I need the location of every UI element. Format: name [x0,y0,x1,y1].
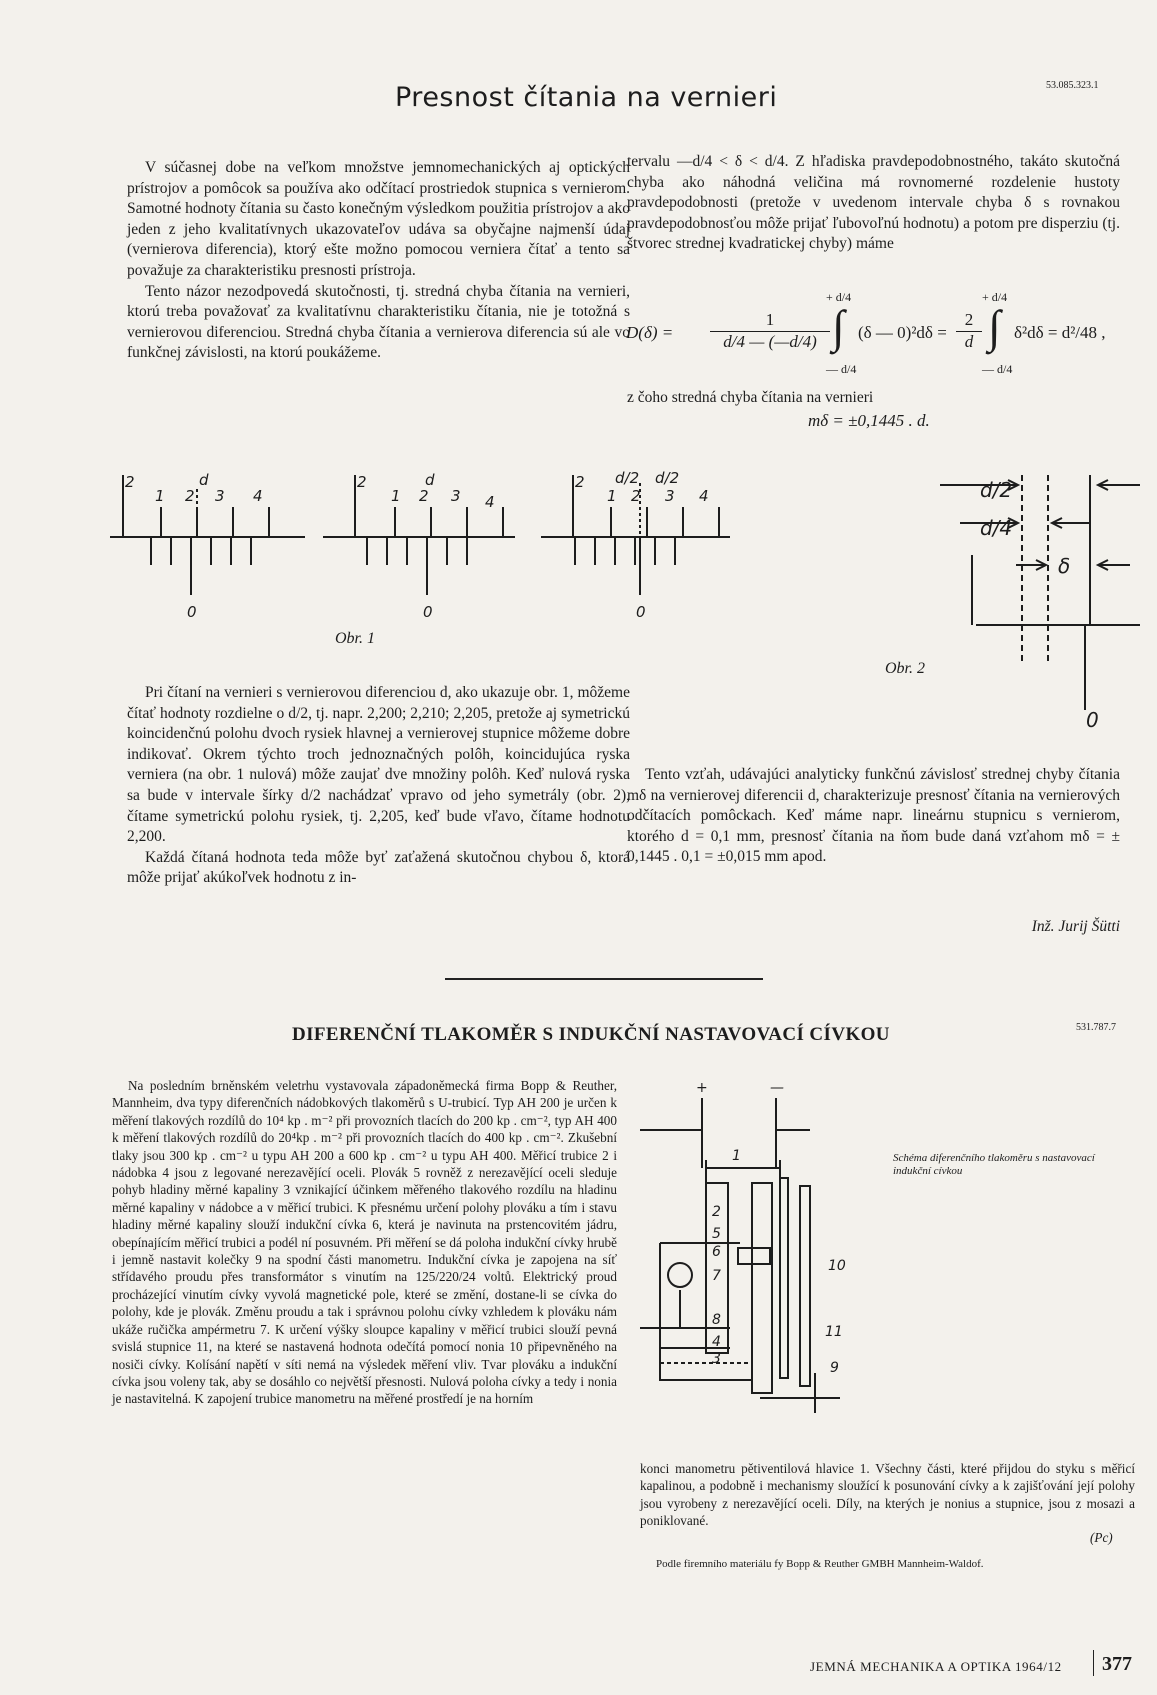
figure-1-caption: Obr. 1 [335,630,376,647]
frac-num: 2 [964,310,974,329]
paragraph: tervalu —d/4 < δ < d/4. Z hľadiska pravdepodobnostného, takáto skutočná chyba ako náhodná veličina má rovnomerné rozdelenie hustoty pravdepodobnosti (pretože v uvedenom intervale chyba δ s rovnakou pravdepodobnosťou môže prijať ľubovoľnú hodnotu) a potom pre disperziu (tj. štvorec strednej kvadratickej chyby) máme [627,153,1120,253]
article-2-body [112,1077,617,1408]
fig1-label: 2 [357,473,367,491]
article-body-right-bottom [627,765,1120,868]
journal-footer: JEMNÁ MECHANIKA A OPTIKA 1964/12 [810,1659,1062,1674]
fig1-label: 4 [485,493,495,511]
limit-upper: + d/4 [982,290,1008,304]
fig1-label: 3 [451,487,461,505]
schema-label: 10 [828,1258,846,1274]
paragraph: Tento názor nezodpovedá skutočnosti, tj. stredná chyba čítania na vernieri, ktorú treba považovať za kvalitatívnu charakteristiku čítania, nie je totožná s vernierovou diferenciou. Stredná chyba čítania a vernierova diferencia sú ale vo funkčnej závislosti, na ktorú poukážeme. [127,282,630,362]
integrand-2: δ²dδ = d²/48 , [1014,323,1106,342]
fig1-label: 2 [185,487,195,505]
article-author: Inž. Jurij Šütti [1031,918,1120,935]
frac-num: 1 [765,310,775,329]
schema-label: 5 [712,1226,721,1242]
fig1-d-label: d/2 [655,469,680,487]
fig1-label: 1 [391,487,401,505]
fig1-zero: 0 [187,603,197,621]
fig2-label-delta: δ [1058,554,1071,578]
article-body-left [127,158,630,364]
paragraph: Pri čítaní na vernieri s vernierovou diferenciou d, ako ukazuje obr. 1, môžeme čítať hodnoty rozdielne o d/2, tj. napr. 2,200; 2,210; 2,205, pretože aj symetrickú koincidenčnú polohu dvoch rysiek hlavnej a vernierovej stupnice môžeme dobre indikovať. Okrem týchto troch jednoznačných polôh, koincidujúca ryska verniera (na obr. 1 nulová) môže zaujať dve množiny polôh. Keď nulová ryska sa bude v intervale šírky d/2 nachádzať vpravo od jeho symetrály (obr. 2), čítame symetrickú polohu rysiek, tj. 2,205, keď bude vľavo, čítame hodnotu 2,200. [127,684,630,846]
integral-sign-2: ∫ [988,301,1001,352]
figure-2-vernier [940,465,1140,735]
fig1-label: 1 [607,487,617,505]
fig1-d-label: d/2 [615,469,640,487]
fig1-label: 2 [631,487,641,505]
paragraph: Každá čítaná hodnota teda môže byť zaťažená skutočnou chybou δ, ktorá môže prijať akúkoľvek hodnotu z in- [127,848,630,887]
fig1-label: 4 [699,487,709,505]
figure-2-caption: Obr. 2 [885,660,926,677]
fig1-label: 2 [125,473,135,491]
limit-lower: — d/4 [826,362,857,376]
fig1-label: 2 [419,487,429,505]
schema-label: — [770,1080,784,1096]
article-separator [445,978,763,980]
fig1-label: 2 [575,473,585,491]
paragraph: konci manometru pětiventilová hlavice 1. Všechny části, které přijdou do styku s měřicí kapalinou, a podobně i mechanismy sloužící k posunování cívky a k zajišťování její polohy jsou vyrobeny z nerezavějící oceli. Díly, na kterých je nonius a stupnice, jsou z mosazi a poniklované. [640,1461,1135,1529]
fig1-d-label: d [199,471,209,489]
limit-lower: — d/4 [982,362,1013,376]
schema-label: 9 [830,1360,839,1376]
fig2-label-d4: d/4 [980,516,1013,540]
paragraph: Tento vzťah, udávajúci analyticky funkčnú závislosť strednej chyby čítania mδ na vernierovej diferencii d, charakterizuje presnosť čítania na vernierových odčítacích pomôckach. Keď máme napr. lineárnu stupnicu s vernierom, ktorého d = 0,1 mm, presnosť čítania na ňom bude daná vzťahom mδ = ± 0,1445 . 0,1 = ±0,015 mm apod. [627,766,1120,866]
article-body-left-bottom [127,683,630,889]
pressure-gauge-schematic [640,1078,940,1418]
schema-label: 6 [712,1244,721,1260]
result-intro: z čoho stredná chyba čítania na vernieri [627,389,874,406]
article-title: Presnost čítania na vernieri [395,82,778,113]
fig1-label: 4 [253,487,263,505]
paragraph: Na posledním brněnském veletrhu vystavovala západoněmecká firma Bopp & Reuther, Mannheim, dva typy diferenčních nádobkových tlakoměrů s U-trubicí. Typ AH 200 je určen k měření tlakových rozdílů do 10⁴ kp . m⁻² při provozních tlacích do 200 kp . cm⁻², typ AH 400 k měření tlakových rozdílů do 20⁴kp . m⁻² při provozních tlacích do 400 kp . cm⁻². Zkušební tlaky jsou 300 kp . cm⁻² u typu AH 200 a 600 kp . cm⁻² u typu AH 400. Měřicí trubice 2 i nádobka 4 jsou z legované nerezavějící oceli. Plovák 5 rovněž z nerezavějící oceli sleduje pohyb hladiny měrné kapaliny 3 vznikající účinkem měřeného tlakového rozdílu na hladinu měrné kapaliny v nádobce a v měřicí trubici. K přesnému určení polohy plováku a tím i stavu hladiny měrné kapaliny slouží indukční cívka 6, která je navinuta na prstencovitém jádru, obepínajícím měřicí trubici a podél ní posuvném. Při měření se dá poloha indukční cívky hrubě i jemně nastavit kolečky 9 na spodní části manometru. Indukční cívka je zapojena na síť střídavého proudu přes transformátor s vinutím na 125/220/24 voltů. Elektrický proud procházející vinutím cívky vyvolá magnetické pole, které se změní, dostane-li se cívka do polohy, kde je plovák. Změnu proudu a tak i správnou polohu cívky vzhledem k plováku nám ukáže ručička ampérmetru 7. K určení výšky sloupce kapaliny v měřicí trubici slouží pevná svislá stupnice 11, na které se nastavená hodnota odečítá pomocí nonia 10 připevněného na nosiči cívky. Kolísání napětí v síti nemá na výsledek měření vliv. Tvar plováku a indukční cívka jsou voleny tak, aby se dosáhlo co největší přesnosti. Nulová poloha cívky a tedy i nonia je nastavitelná. K zapojení trubice manometru na měřené prostředí je na horním [112,1078,617,1407]
article-2-signature: (Pc) [1090,1530,1113,1545]
frac-den: d [964,332,974,351]
result-formula: mδ = ±0,1445 . d. [808,411,930,430]
article-body-right [627,152,1120,255]
schema-label: 7 [712,1268,721,1284]
udc-code-2: 531.787.7 [1076,1022,1116,1033]
page-number: 377 [1102,1653,1132,1675]
eq-lhs: D(δ) = [626,323,674,342]
fraction-1 [710,310,830,352]
schema-caption: Schéma diferenčního tlakoměru s nastavovací indukční cívkou [893,1152,1095,1177]
schema-label: 4 [712,1334,721,1350]
schema-label: 11 [825,1324,843,1340]
integrand-1: (δ — 0)²dδ = [858,323,947,342]
frac-den: d/4 — (—d/4) [723,332,817,351]
fig2-zero: 0 [1086,708,1099,732]
schema-label: 1 [732,1148,741,1164]
fig1-label: 1 [155,487,165,505]
article-2-source: Podle firemního materiálu fy Bopp & Reuther GMBH Mannheim-Waldof. [656,1558,984,1570]
paragraph: V súčasnej dobe na veľkom množstve jemnomechanických aj optických prístrojov a pomôcok sa používa ako odčítací prostriedok stupnica s vernierom. Samotné hodnoty čítania su často konečným výsledkom použitia prístrojov a ako jeden z jeho kvalitatívnych ukazovateľov udáva sa obyčajne najmenší údaj (vernierova diferencia), ktorý ešte možno pomocou verniera čítať a tento sa považuje za charakteristiku presnosti prístroja. [127,159,630,279]
schema-label: 8 [712,1312,721,1328]
article-2-right [640,1460,1135,1530]
fig2-label-d2: d/2 [980,478,1013,502]
integral-sign-1: ∫ [832,301,845,352]
footer-divider [1093,1650,1094,1676]
fig1-zero: 0 [636,603,646,621]
udc-code: 53.085.323.1 [1046,80,1099,91]
fig1-zero: 0 [423,603,433,621]
schema-label: 3 [712,1351,721,1367]
figure-1-vernier [105,465,745,655]
fig1-label: 3 [665,487,675,505]
fraction-2 [956,310,982,352]
fig1-label: 3 [215,487,225,505]
fig1-d-label: d [425,471,435,489]
limit-upper: + d/4 [826,290,852,304]
equation [626,290,1121,376]
article-2-title: DIFERENČNÍ TLAKOMĚR S INDUKČNÍ NASTAVOVACÍ CÍVKOU [292,1024,890,1045]
schema-label: + [696,1080,708,1096]
schema-label: 2 [712,1204,721,1220]
